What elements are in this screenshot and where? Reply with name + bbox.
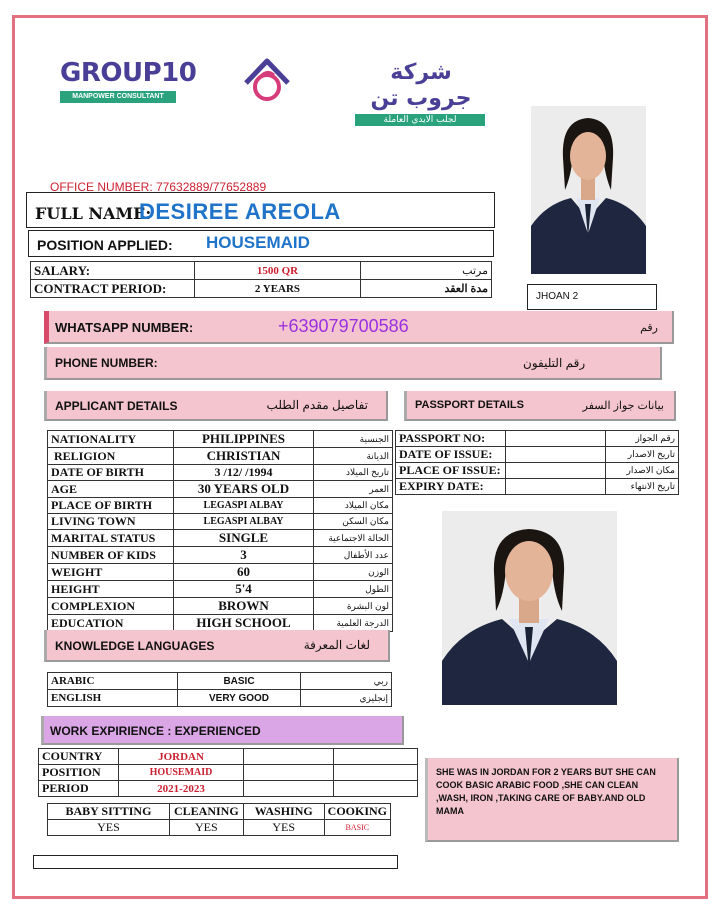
table-row	[48, 581, 393, 598]
applicant-label: LIVING TOWN	[48, 514, 174, 530]
applicant-value: HIGH SCHOOL	[174, 615, 314, 632]
remarks-box	[425, 758, 679, 842]
table-row	[39, 765, 418, 781]
applicant-label: NATIONALITY	[48, 431, 174, 448]
contract-row	[31, 280, 492, 298]
table-row	[39, 749, 418, 765]
languages-label: KNOWLEDGE LANGUAGES	[55, 639, 215, 653]
passport-ar: رقم الجواز	[606, 431, 679, 447]
arabic-company-logo	[355, 60, 487, 126]
full-name-label: FULL NAME:	[35, 204, 152, 223]
table-row	[48, 465, 393, 481]
applicant-label: NUMBER OF KIDS	[48, 547, 174, 564]
applicant-table	[47, 430, 393, 632]
applicant-label: COMPLEXION	[48, 598, 174, 615]
group10-logo-tagline: MANPOWER CONSULTANT	[60, 91, 176, 103]
applicant-value: PHILIPPINES	[174, 431, 314, 448]
passport-ar: تاريخ الانتهاء	[606, 479, 679, 495]
applicant-ar: مكان الميلاد	[314, 498, 393, 514]
applicant-ar: الطول	[314, 581, 393, 598]
work-experience-label: WORK EXPIRIENCE : EXPERIENCED	[50, 724, 261, 738]
languages-table	[47, 672, 392, 707]
language-ar: ربي	[301, 673, 392, 690]
passport-details-header	[404, 391, 676, 421]
applicant-details-ar: تفاصيل مقدم الطلب	[266, 398, 368, 412]
position-applied-value: HOUSEMAID	[206, 233, 310, 252]
applicant-value: 60	[174, 564, 314, 581]
work-label: PERIOD	[39, 781, 119, 797]
table-row	[48, 547, 393, 564]
passport-value	[506, 479, 606, 495]
applicant-ar: العمر	[314, 481, 393, 498]
work-empty-cell	[334, 781, 418, 797]
work-table	[38, 748, 418, 797]
remarks-text: SHE WAS IN JORDAN FOR 2 YEARS BUT SHE CAN COOK BASIC ARABIC FOOD ,SHE CAN CLEAN ,WASH, IRON ,TAKING CARE OF BABY.AND OLD MAMA	[436, 767, 656, 816]
applicant-ar: لون البشرة	[314, 598, 393, 615]
applicant-photo-main	[442, 511, 617, 705]
passport-ar: مكان الاصدار	[606, 463, 679, 479]
applicant-label: EDUCATION	[48, 615, 174, 632]
skill-value: YES	[48, 820, 170, 836]
passport-table	[395, 430, 679, 495]
table-row	[48, 481, 393, 498]
table-row	[48, 820, 391, 836]
work-experience-header	[41, 716, 404, 745]
phone-ar: رقم التليفون	[523, 356, 586, 370]
table-row	[48, 448, 393, 465]
languages-ar: لغات المعرفة	[303, 638, 370, 652]
phone-label: PHONE NUMBER:	[55, 356, 158, 370]
table-row	[48, 615, 393, 632]
table-row	[48, 598, 393, 615]
applicant-value: SINGLE	[174, 530, 314, 547]
skill-label: BABY SITTING	[48, 804, 170, 820]
applicant-details-label: APPLICANT DETAILS	[55, 399, 178, 413]
group10-logo-name: GROUP10	[60, 58, 197, 88]
applicant-label: DATE OF BIRTH	[48, 465, 174, 481]
applicant-value: 3	[174, 547, 314, 564]
table-row	[48, 530, 393, 547]
table-row	[396, 431, 679, 447]
skill-value: YES	[243, 820, 324, 836]
phone-bar	[44, 347, 662, 380]
work-empty-cell	[334, 749, 418, 765]
empty-signature-box	[33, 855, 398, 869]
whatsapp-bar	[44, 311, 674, 344]
table-row	[396, 447, 679, 463]
skill-value: BASIC	[324, 820, 390, 836]
applicant-ar: الجنسية	[314, 431, 393, 448]
applicant-label: PLACE OF BIRTH	[48, 498, 174, 514]
center-emblem-icon	[240, 55, 295, 105]
passport-value	[506, 447, 606, 463]
work-label: COUNTRY	[39, 749, 119, 765]
table-row	[396, 463, 679, 479]
table-row	[48, 673, 392, 690]
whatsapp-value: +639079700586	[278, 316, 409, 336]
language-value: VERY GOOD	[178, 690, 301, 707]
group10-logo	[60, 58, 196, 103]
photo-caption: JHOAN 2	[527, 284, 657, 310]
applicant-value: CHRISTIAN	[174, 448, 314, 465]
full-name-box	[26, 192, 495, 228]
work-empty-cell	[334, 765, 418, 781]
salary-row	[31, 262, 492, 280]
work-label: POSITION	[39, 765, 119, 781]
arabic-logo-name: شركة جروب تن	[370, 60, 472, 111]
language-ar: إنجليزي	[301, 690, 392, 707]
applicant-label: MARITAL STATUS	[48, 530, 174, 547]
applicant-label: HEIGHT	[48, 581, 174, 598]
language-label: ENGLISH	[48, 690, 178, 707]
passport-value	[506, 463, 606, 479]
work-empty-cell	[244, 765, 334, 781]
passport-label: PLACE OF ISSUE:	[396, 463, 506, 479]
work-value: HOUSEMAID	[119, 765, 244, 781]
work-value: JORDAN	[119, 749, 244, 765]
applicant-value: 5'4	[174, 581, 314, 598]
salary-ar: مرتب	[361, 262, 492, 280]
full-name-value: DESIREE AREOLA	[139, 199, 341, 224]
passport-value	[506, 431, 606, 447]
passport-label: EXPIRY DATE:	[396, 479, 506, 495]
applicant-label: RELIGION	[48, 448, 174, 465]
arabic-logo-tagline: لجلب الايدي العاملة	[355, 114, 485, 126]
applicant-value: LEGASPI ALBAY	[174, 498, 314, 514]
applicant-label: WEIGHT	[48, 564, 174, 581]
table-row	[396, 479, 679, 495]
language-label: ARABIC	[48, 673, 178, 690]
salary-contract-table	[30, 261, 492, 298]
table-row	[39, 781, 418, 797]
position-applied-label: POSITION APPLIED:	[37, 237, 173, 253]
table-row	[48, 431, 393, 448]
whatsapp-label: WHATSAPP NUMBER:	[55, 320, 194, 335]
passport-ar: تاريخ الاصدار	[606, 447, 679, 463]
table-row	[48, 564, 393, 581]
table-row	[48, 690, 392, 707]
skill-value: YES	[169, 820, 243, 836]
applicant-ar: الدرجة العلمية	[314, 615, 393, 632]
contract-ar: مدة العقد	[361, 280, 492, 298]
applicant-details-header	[44, 391, 388, 421]
applicant-value: LEGASPI ALBAY	[174, 514, 314, 530]
skills-table	[47, 803, 391, 836]
applicant-ar: عدد الأطفال	[314, 547, 393, 564]
passport-label: PASSPORT NO:	[396, 431, 506, 447]
languages-header	[44, 630, 390, 662]
table-row	[48, 498, 393, 514]
applicant-value: BROWN	[174, 598, 314, 615]
applicant-value: 3 /12/ /1994	[174, 465, 314, 481]
language-value: BASIC	[178, 673, 301, 690]
work-value: 2021-2023	[119, 781, 244, 797]
contract-value: 2 YEARS	[195, 280, 361, 298]
applicant-value: 30 YEARS OLD	[174, 481, 314, 498]
work-empty-cell	[244, 781, 334, 797]
passport-details-label: PASSPORT DETAILS	[415, 399, 524, 411]
applicant-ar: مكان السكن	[314, 514, 393, 530]
skill-label: CLEANING	[169, 804, 243, 820]
table-row	[48, 804, 391, 820]
passport-details-ar: بيانات جواز السفر	[582, 400, 664, 412]
applicant-ar: الديانة	[314, 448, 393, 465]
office-number: OFFICE NUMBER: 77632889/77652889	[50, 180, 267, 194]
applicant-photo-top	[531, 106, 646, 274]
whatsapp-ar: رقم	[640, 322, 658, 334]
position-applied-box	[28, 230, 494, 257]
salary-value: 1500 QR	[195, 262, 361, 280]
applicant-ar: الوزن	[314, 564, 393, 581]
applicant-ar: تاريخ الميلاد	[314, 465, 393, 481]
work-empty-cell	[244, 749, 334, 765]
skill-label: WASHING	[243, 804, 324, 820]
applicant-label: AGE	[48, 481, 174, 498]
skill-label: COOKING	[324, 804, 390, 820]
salary-label: SALARY:	[31, 262, 195, 280]
applicant-ar: الحالة الاجتماعية	[314, 530, 393, 547]
contract-label: CONTRACT PERIOD:	[31, 280, 195, 298]
passport-label: DATE OF ISSUE:	[396, 447, 506, 463]
table-row	[48, 514, 393, 530]
